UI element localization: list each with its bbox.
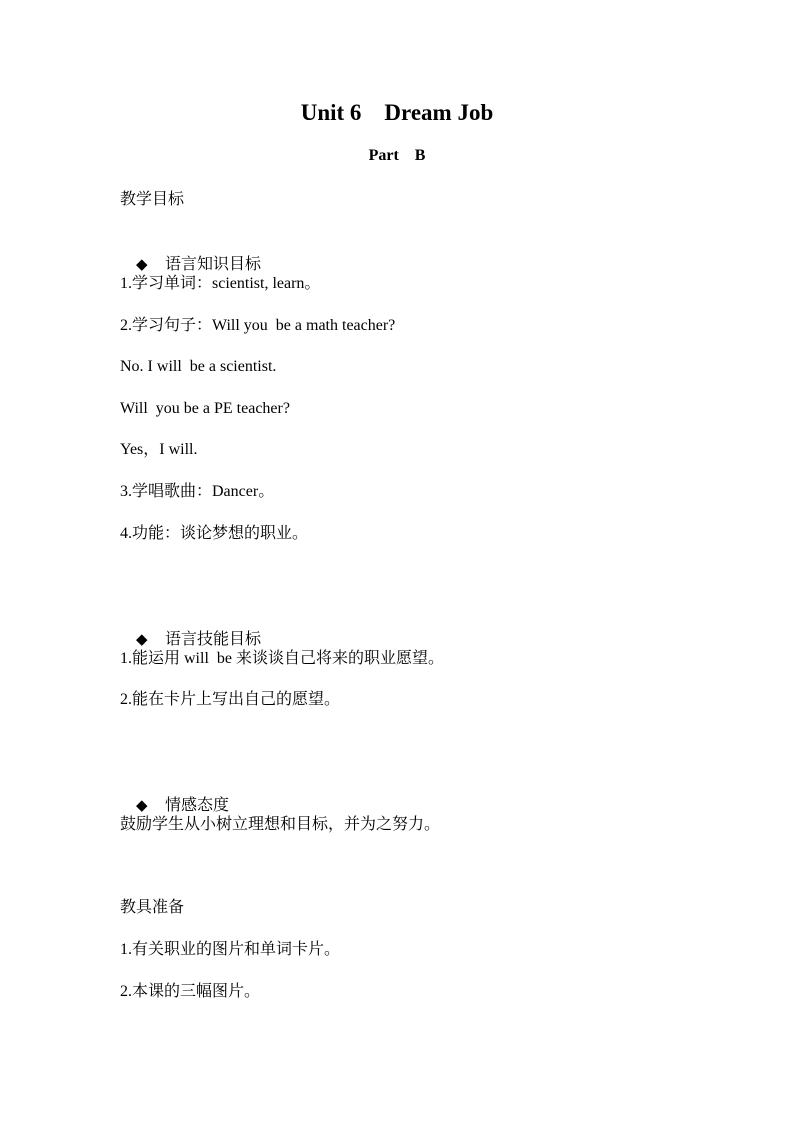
- language-knowledge-heading: 语言知识目标: [165, 256, 262, 273]
- teaching-aids-heading: 教具准备: [120, 899, 185, 916]
- diamond-bullet-icon: ◆: [136, 255, 148, 273]
- document-subtitle: Part B: [368, 147, 426, 164]
- language-knowledge-item: No. I will be a scientist.: [120, 358, 277, 375]
- language-skills-item: 2.能在卡片上写出自己的愿望。: [120, 691, 341, 708]
- language-knowledge-item: Will you be a PE teacher?: [120, 400, 290, 417]
- language-knowledge-item: 4.功能：谈论梦想的职业。: [120, 525, 309, 542]
- language-knowledge-item: 1.学习单词：scientist, learn。: [120, 275, 321, 292]
- language-knowledge-item: 3.学唱歌曲：Dancer。: [120, 483, 275, 500]
- language-skills-item: 1.能运用 will be 来谈谈自己将来的职业愿望。: [120, 650, 444, 667]
- language-knowledge-item: 2.学习句子：Will you be a math teacher?: [120, 317, 396, 334]
- language-skills-heading: 语言技能目标: [165, 631, 262, 648]
- document-title: Unit 6 Dream Job: [300, 100, 494, 125]
- diamond-bullet-icon: ◆: [136, 630, 148, 648]
- emotion-attitude-item: 鼓励学生从小树立理想和目标，并为之努力。: [120, 816, 441, 833]
- emotion-attitude-heading: 情感态度: [165, 797, 230, 814]
- teaching-objectives-heading: 教学目标: [120, 191, 185, 208]
- teaching-aids-item: 2.本课的三幅图片。: [120, 983, 261, 1000]
- language-knowledge-item: Yes，I will.: [120, 441, 198, 458]
- diamond-bullet-icon: ◆: [136, 796, 148, 814]
- teaching-aids-item: 1.有关职业的图片和单词卡片。: [120, 941, 341, 958]
